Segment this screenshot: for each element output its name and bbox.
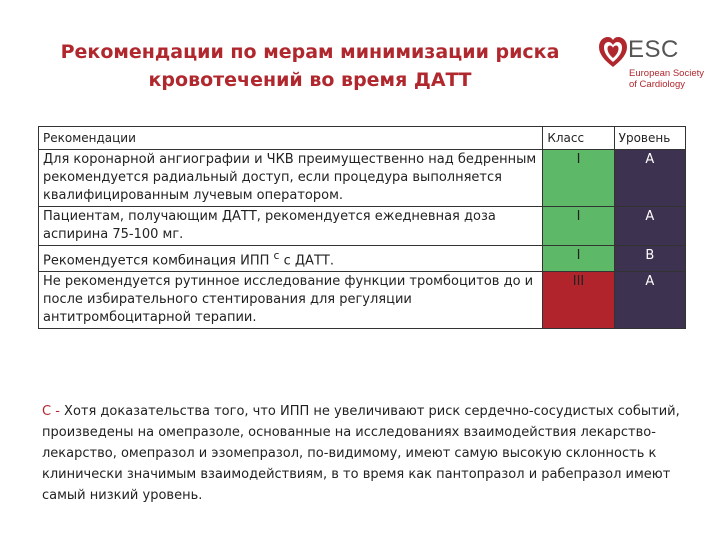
row-recommendation-text: Не рекомендуется рутинное исследование функции тромбоцитов до и после избирательного стентирования для регуляции антитромбоцитарной терапии. bbox=[39, 272, 543, 329]
row-recommendation-text bbox=[39, 246, 543, 272]
footnote-text: Хотя доказательства того, что ИПП не увеличивают риск сердечно-сосудистых событий, произведены на омепразоле, основанные на исследованиях взаимодействия лекарство-лекарство, омепразол и эзомепразол, по-видимому, имеют самую высокую склонность к клинически значимым взаимодействиям, в то время как пантопразол и рабепразол имеют самый низкий уровень. bbox=[42, 404, 680, 503]
table-header-row bbox=[39, 127, 686, 150]
row-level: A bbox=[614, 272, 685, 329]
row-level: A bbox=[614, 207, 685, 246]
heart-logo-icon bbox=[598, 36, 628, 70]
row-text-tail: с ДАТТ. bbox=[279, 253, 334, 269]
row-level: B bbox=[614, 246, 685, 272]
table-row bbox=[39, 272, 686, 329]
row-level: A bbox=[614, 150, 685, 207]
header-class: Класс bbox=[543, 127, 614, 150]
table-row bbox=[39, 207, 686, 246]
logo-subtitle bbox=[629, 68, 709, 90]
row-class: I bbox=[543, 207, 614, 246]
row-text-main: Рекомендуется комбинация ИПП bbox=[43, 253, 270, 269]
row-recommendation-text: Пациентам, получающим ДАТТ, рекомендуется ежедневная доза аспирина 75-100 мг. bbox=[39, 207, 543, 246]
header-level: Уровень bbox=[614, 127, 685, 150]
header-recommendation: Рекомендации bbox=[39, 127, 543, 150]
logo-subtitle-line1: European Society bbox=[629, 68, 704, 79]
row-class: I bbox=[543, 150, 614, 207]
table-row bbox=[39, 246, 686, 272]
row-class: III bbox=[543, 272, 614, 329]
footnote-marker: c bbox=[273, 249, 280, 262]
page-title bbox=[30, 38, 590, 94]
footnote-letter: C - bbox=[42, 404, 60, 419]
page-title-line2: кровотечений во время ДАТТ bbox=[148, 69, 472, 91]
logo-subtitle-line2: of Cardiology bbox=[629, 79, 685, 90]
row-recommendation-text: Для коронарной ангиографии и ЧКВ преимущественно над бедренным рекомендуется радиальный доступ, если процедура выполняется квалифицированным лучевым оператором. bbox=[39, 150, 543, 207]
esc-logo bbox=[598, 36, 708, 92]
page-title-line1: Рекомендации по мерам минимизации риска bbox=[60, 41, 560, 63]
footnote bbox=[42, 401, 682, 506]
table-row bbox=[39, 150, 686, 207]
logo-name: ESC bbox=[628, 36, 679, 63]
row-class: I bbox=[543, 246, 614, 272]
recommendations-table bbox=[38, 126, 686, 329]
